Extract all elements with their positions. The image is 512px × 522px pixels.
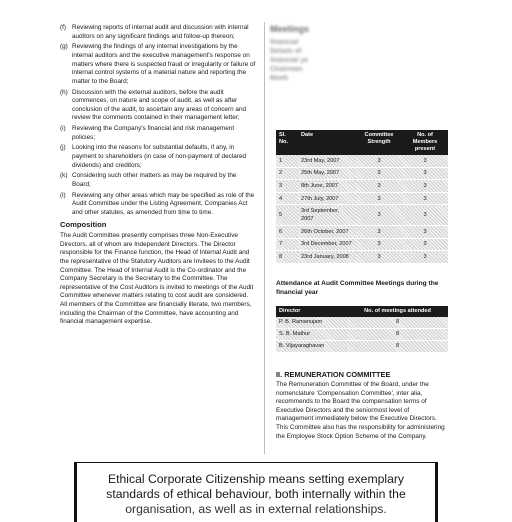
table-cell: 3 [402,205,448,226]
list-item [60,172,256,189]
table-cell: 3 [402,155,448,167]
table-cell: 6 [276,225,298,238]
table-cell: 23rd May, 2007 [298,155,356,167]
meetings-table [276,130,448,264]
list-item [60,192,256,218]
table-cell: 3rd December, 2007 [298,238,356,251]
list-item-number: (h) [60,88,68,96]
table-cell: 3 [356,225,402,238]
table-cell: 3 [402,192,448,205]
table-row [276,205,448,226]
attendance-table [276,306,448,353]
table-cell: 3 [402,238,448,251]
table-row [276,329,448,341]
table-row [276,251,448,264]
list-item [60,43,256,86]
table-cell: 8 [276,251,298,264]
remuneration-text: The Remuneration Committee of the Board, under the nomenclature 'Compensation Committee', inter alia, recommends to the Board the compensation terms of Executive Directors and the seniormost level of management immediately below the Executive Directors. This Committee also has the responsibility for administering the Employee Stock Option Scheme of the Company. [276,381,445,440]
blurred-line: Details of [270,48,302,55]
list-item-text: Reviewing the findings of any internal investigations by the internal auditors and the executive management's response on matters where there is suspected fraud or irregularity or failure of internal control systems of a material nature and reporting the matter to the Board; [72,43,256,85]
table-cell: 25th May, 2007 [298,167,356,180]
col-header-meetings-attended: No. of meetings attended [347,306,448,317]
list-item-text: Reviewing any other areas which may be specified as role of the Audit Committee under the Listing Agreement, Companies Act and other statutes, as amended from time to time. [72,191,255,216]
terms-of-reference-list [60,24,256,218]
table-cell: 8 [347,329,448,341]
table-cell: 2 [276,167,298,180]
table-row [276,167,448,180]
col-header-sl-no: Sl. No. [276,130,298,155]
list-item-number: (g) [60,43,68,51]
table-cell: 8 [347,341,448,353]
table-row [276,180,448,193]
col-header-director: Director [276,306,347,317]
table-cell: 26th October, 2007 [298,225,356,238]
col-header-date: Date [298,130,356,155]
list-item-number: (f) [60,24,67,31]
list-item-number: (j) [60,144,66,152]
table-cell: 3 [356,167,402,180]
quote-box [74,462,438,522]
table-cell: S. B. Mathur [276,329,347,341]
table-cell: 3 [356,205,402,226]
table-cell: 7 [276,238,298,251]
list-item [60,89,256,123]
table-cell: 4 [276,192,298,205]
list-item-number: (i) [60,125,66,133]
table-cell: P. B. Ramanujam [276,317,347,329]
table-cell: 3 [402,251,448,264]
table-row [276,238,448,251]
list-item [60,24,256,41]
table-cell: 3 [356,180,402,193]
list-item-text: Discussion with the external auditors, before the audit commences, on nature and scope of audit, as well as after conclusion of the audit, to ascertain any areas of concern and review the comments contained in their management letter; [72,88,247,122]
table-cell: 23rd January, 2008 [298,251,356,264]
blurred-heading: Meetings [270,24,310,34]
table-cell: 3 [356,192,402,205]
table-cell: 3 [356,155,402,167]
list-item-text: Considering such other matters as may be required by the Board; [72,172,237,189]
quote-line: organisation, as well as in external relationships. [125,502,387,516]
table-row [276,341,448,353]
remuneration-heading: II. REMUNERATION COMMITTEE [276,370,391,379]
table-cell: 27th July, 2007 [298,192,356,205]
list-item-text: Looking into the reasons for substantial defaults, if any, in payment to shareholders (in case of non-payment of declared dividends) and creditors; [72,144,247,169]
composition-heading: Composition [60,219,107,229]
table-cell: 3 [402,167,448,180]
quote-line: Ethical Corporate Citizenship means setting exemplary [107,472,405,486]
table-cell: 8th June, 2007 [298,180,356,193]
column-divider [264,22,265,454]
blurred-line: financial ye [270,57,309,64]
list-item-number: (k) [60,172,68,180]
table-cell: 3rd September, 2007 [298,205,356,226]
table-cell: 3 [402,225,448,238]
col-header-members-present: No. of Members present [402,130,448,155]
composition-text: The Audit Committee presently comprises three Non-Executive Directors, all of whom are Independent Directors. The Director responsible for the Finance function, the Head of Internal Audit and the representative of the Statutory Auditors are Invitees to the Audit Committee. The Head of Internal Audit is the Co-ordinator and the Company Secretary is the Secretary to the Committee. The representative of the Cost Auditors is invited to meetings of the Audit Committee whenever matters relating to cost audit are considered. All members of the Committee are financially literate, two members, including the Chairman of the Committee, have accounting and financial management expertise. [60,232,254,326]
table-row [276,317,448,329]
quote-line: standards of ethical behaviour, both internally within the [106,487,406,501]
table-cell: 3 [356,251,402,264]
left-column [60,24,256,327]
table-cell: B. Vijayaraghavan [276,341,347,353]
table-cell: 3 [276,180,298,193]
col-header-committee-strength: Committee Strength [356,130,402,155]
table-row [276,192,448,205]
list-item-text: Reviewing the Company's financial and risk management policies; [72,125,235,141]
list-item-text: Reviewing reports of internal audit and discussion with internal auditors on any significant findings and follow-up thereon; [72,24,249,40]
list-item [60,125,256,142]
table-cell: 3 [402,180,448,193]
table-row [276,155,448,167]
blurred-line: financial [270,39,299,46]
list-item-number: (l) [60,191,66,199]
table-cell: 1 [276,155,298,167]
right-column-blurred-text [270,24,448,83]
blurred-line: Meeti [270,75,288,82]
table-cell: 5 [276,205,298,226]
table-cell: 3 [356,238,402,251]
blurred-line: Chairman [270,66,303,73]
attendance-caption: Attendance at Audit Committee Meetings during the financial year [276,280,439,296]
list-item [60,144,256,170]
table-cell: 8 [347,317,448,329]
table-row [276,225,448,238]
